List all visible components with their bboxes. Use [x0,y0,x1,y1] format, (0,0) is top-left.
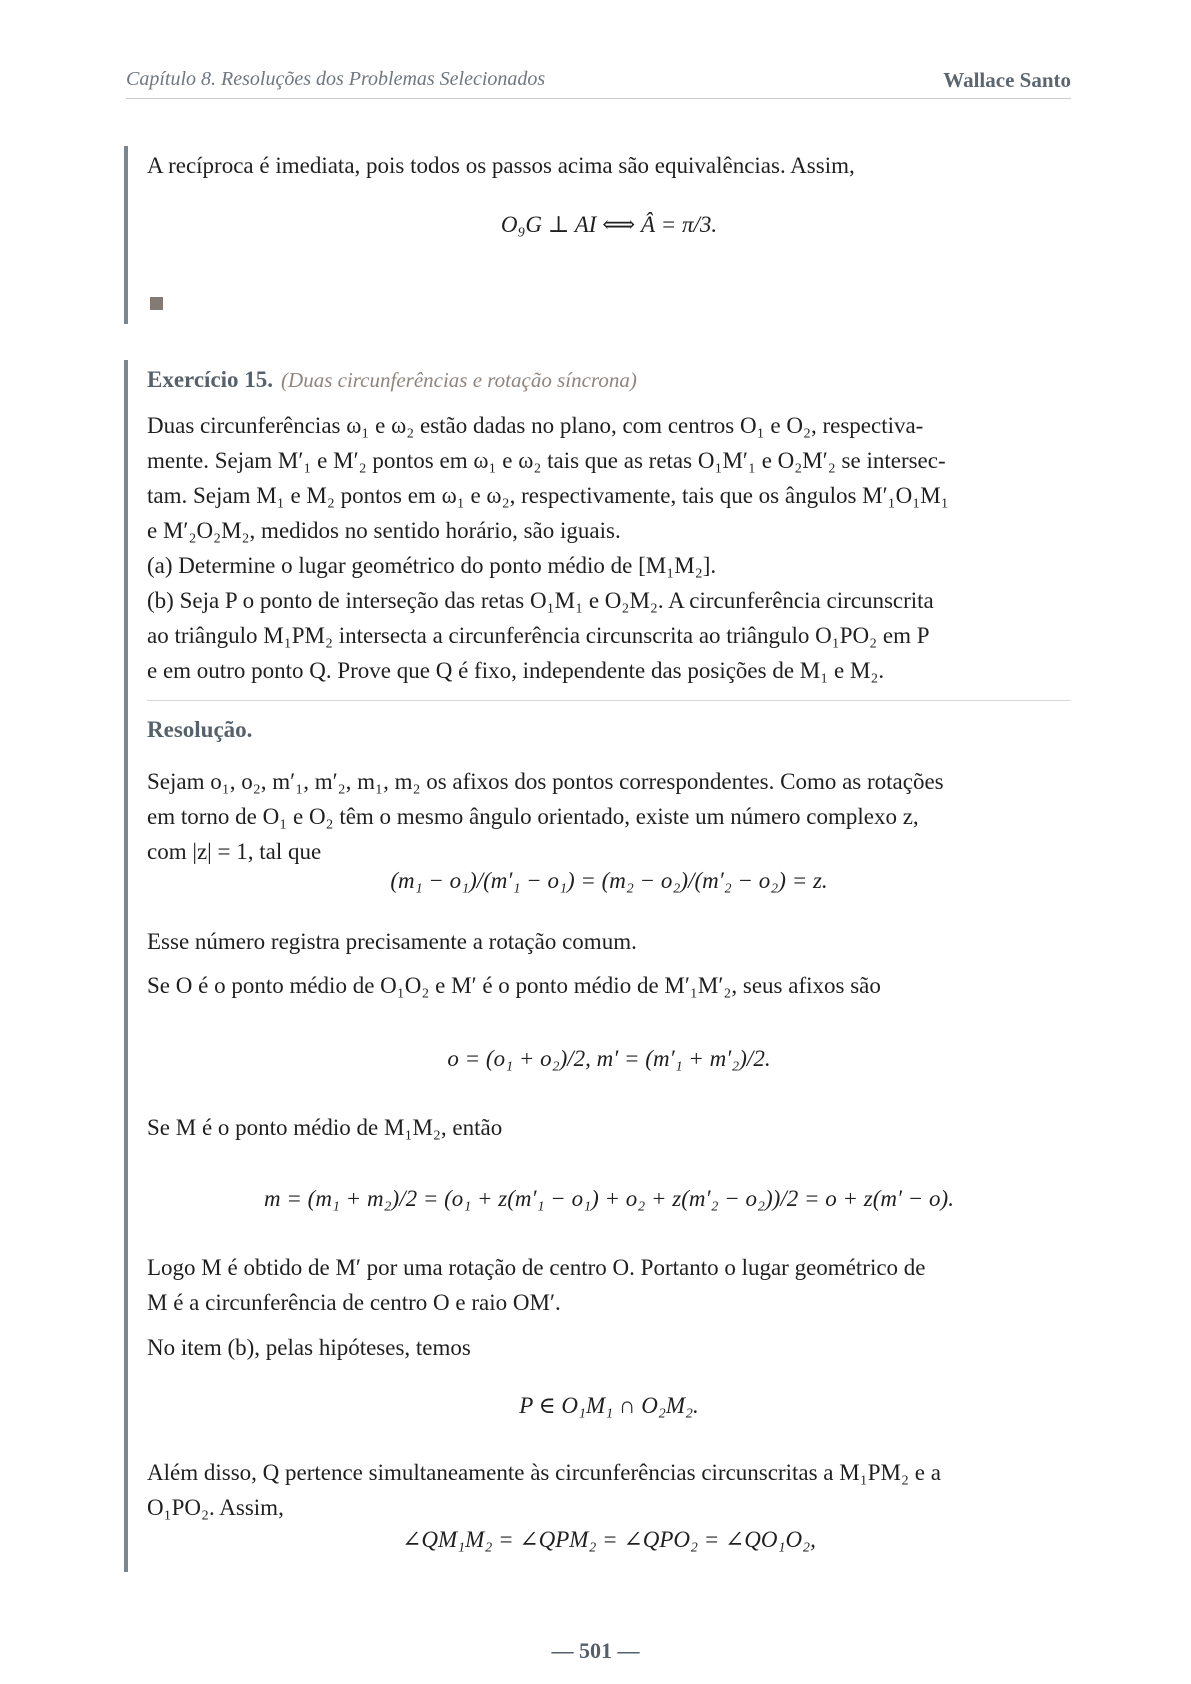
exercise-line: e M′₂O₂M₂, medidos no sentido horário, são iguais. [147,518,621,543]
exercise-line: (b) Seja P o ponto de interseção das retas O₁M₁ e O₂M₂. A circunferência circunscrita [147,588,934,613]
previous-proof-text: A recíproca é imediata, pois todos os passos acima são equivalências. Assim, [147,153,855,178]
previous-proof-formula: O₉G ⊥ AI ⟺ Â = π/3. [500,212,718,237]
exercise-label: Exercício 15. [147,367,274,392]
resolution-line: O₁PO₂. Assim, [147,1495,284,1520]
exercise-line: Duas circunferências ω₁ e ω₂ estão dadas no plano, com centros O₁ e O₂, respectiva- [147,413,924,438]
resolution-line: com |z| = 1, tal que [147,839,322,864]
equation-rotation: (m₁ − o₁)/(m′₁ − o₁) = (m₂ − o₂)/(m′₂ − o₂) = z. [390,868,828,893]
exercise-line: mente. Sejam M′₁ e M′₂ pontos em ω₁ e ω₂ tais que as retas O₁M′₁ e O₂M′₂ se intersec- [147,448,946,473]
resolution-line: Sejam o₁, o₂, m′₁, m′₂, m₁, m₂ os afixos dos pontos correspondentes. Como as rotações [147,769,944,794]
qed-square-icon [150,297,163,310]
exercise-line: (a) Determine o lugar geométrico do ponto médio de [M₁M₂]. [147,553,717,578]
exercise-heading [147,362,637,398]
resolution-label: Resolução. [147,717,253,742]
exercise-subtitle: (Duas circunferências e rotação síncrona) [281,368,637,392]
section-separator [147,700,1071,701]
equation-p: P ∈ O₁M₁ ∩ O₂M₂. [519,1393,699,1418]
exercise-line: ao triângulo M₁PM₂ intersecta a circunferência circunscrita ao triângulo O₁PO₂ em P [147,623,930,648]
exercise-sidebar [124,360,128,1572]
equation-m: m = (m₁ + m₂)/2 = (o₁ + z(m′₁ − o₁) + o₂ + z(m′₂ − o₂))/2 = o + z(m′ − o). [264,1186,954,1211]
page-number: — 501 — [551,1638,640,1663]
header-rule [126,98,1071,99]
equation-midpoints: o = (o₁ + o₂)/2, m′ = (m′₁ + m′₂)/2. [447,1046,771,1071]
resolution-line: No item (b), pelas hipóteses, temos [147,1335,471,1360]
exercise-line: tam. Sejam M₁ e M₂ pontos em ω₁ e ω₂, respectivamente, tais que os ângulos M′₁O₁M₁ [147,483,949,508]
resolution-line: Esse número registra precisamente a rotação comum. [147,929,637,954]
resolution-line: em torno de O₁ e O₂ têm o mesmo ângulo orientado, existe um número complexo z, [147,804,919,829]
resolution-line: M é a circunferência de centro O e raio OM′. [147,1290,561,1315]
resolution-line: Se M é o ponto médio de M₁M₂, então [147,1115,503,1140]
exercise-line: e em outro ponto Q. Prove que Q é fixo, independente das posições de M₁ e M₂. [147,658,885,683]
proof-sidebar [124,146,128,324]
running-header-chapter: Capítulo 8. Resoluções dos Problemas Selecionados [126,68,546,90]
resolution-line: Além disso, Q pertence simultaneamente às circunferências circunscritas a M₁PM₂ e a [147,1460,941,1485]
resolution-line: Se O é o ponto médio de O₁O₂ e M′ é o ponto médio de M′₁M′₂, seus afixos são [147,973,881,998]
running-header-author: Wallace Santo [943,68,1071,92]
resolution-line: Logo M é obtido de M′ por uma rotação de centro O. Portanto o lugar geométrico de [147,1255,926,1280]
equation-angles: ∠QM₁M₂ = ∠QPM₂ = ∠QPO₂ = ∠QO₁O₂, [402,1527,816,1552]
